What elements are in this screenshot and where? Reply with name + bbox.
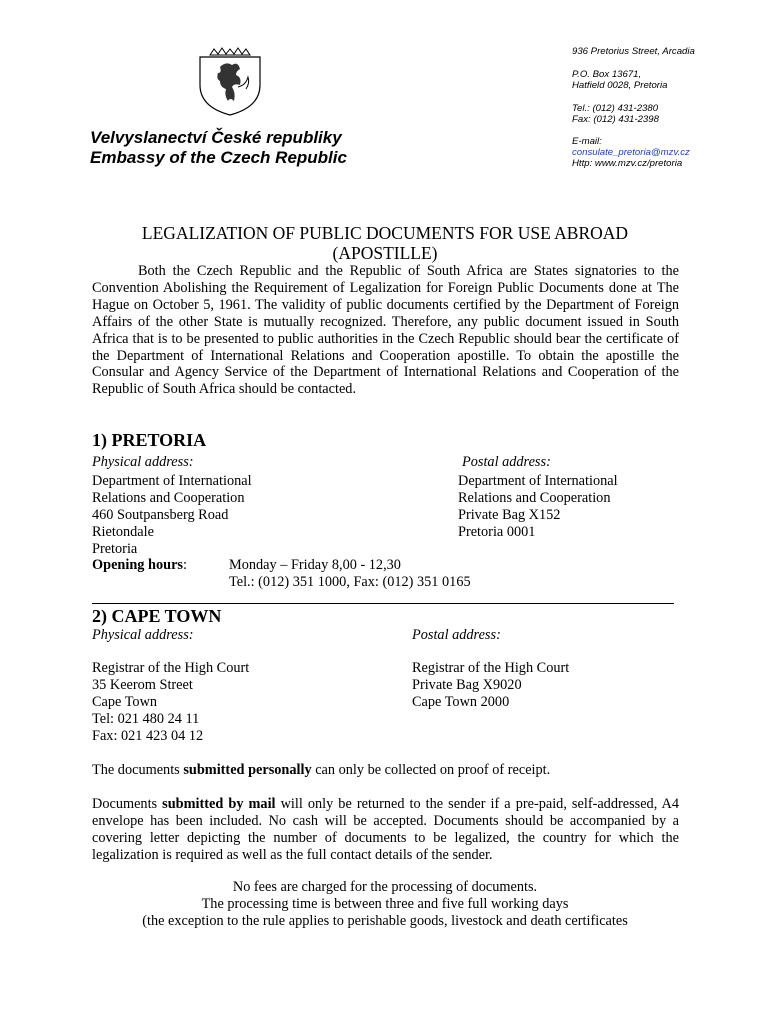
pretoria-postal-address bbox=[458, 473, 618, 541]
pretoria-physical-address bbox=[92, 473, 252, 558]
address-line: Private Bag X9020 bbox=[412, 676, 522, 693]
embassy-name-czech: Velvyslanectví České republiky bbox=[90, 128, 342, 147]
document-subtitle: (APOSTILLE) bbox=[332, 243, 438, 263]
address-line: Fax: 021 423 04 12 bbox=[92, 727, 204, 744]
address-line: Relations and Cooperation bbox=[92, 489, 245, 506]
address-line: Registrar of the High Court bbox=[412, 660, 570, 676]
opening-hours-value: Monday – Friday 8,00 - 12,30 bbox=[229, 557, 401, 573]
note-text: will only be returned to the sender if a pre-paid, self-addressed, A4 envelope has been included. No cash will be accepted. Documents should be accompanied by a covering letter depicting the number of documents to be legalized, the country for which the legalization is required as well as the full contact details of the sender. bbox=[92, 796, 680, 863]
pretoria-postal-label: Postal address: bbox=[462, 454, 551, 470]
contact-website: Http: www.mzv.cz/pretoria bbox=[572, 158, 683, 169]
section-divider bbox=[92, 603, 674, 604]
address-line: Pretoria 0001 bbox=[458, 523, 536, 540]
address-line: Relations and Cooperation bbox=[458, 489, 611, 506]
contact-email-link[interactable] bbox=[572, 147, 690, 158]
address-line: Private Bag X152 bbox=[458, 506, 561, 523]
address-line: Pretoria bbox=[92, 540, 138, 557]
opening-hours-label bbox=[92, 557, 187, 574]
address-line: Department of International bbox=[458, 473, 618, 489]
coat-of-arms-icon bbox=[190, 47, 270, 117]
address-line: 460 Soutpansberg Road bbox=[92, 506, 229, 523]
address-city: Hatfield 0028, Pretoria bbox=[572, 80, 668, 91]
address-line: Rietondale bbox=[92, 523, 154, 540]
pretoria-physical-label: Physical address: bbox=[92, 454, 194, 470]
opening-hours-text: Opening hours bbox=[92, 557, 183, 573]
cape-town-postal-address bbox=[412, 660, 569, 711]
mail-submission-note bbox=[92, 796, 679, 864]
contact-email-label: E-mail: bbox=[572, 136, 602, 147]
intro-paragraph: Both the Czech Republic and the Republic of South Africa are States signatories to the Convention Abolishing the Requirement of Legalization for Foreign Public Documents done at The Hague on October 5, 1961. The validity of public documents certified by the Department of Foreign Affairs of the other State is mutually recognized. Therefore, any public document issued in South Africa that is to be presented to public authorities in the Czech Republic should bear the certificate of the Department of International Relations and Cooperation apostille. To obtain the apostille the Consular and Agency Service of the Department of International Relations and Cooperation of the Republic of South Africa should be contacted. bbox=[92, 263, 679, 398]
address-line: Registrar of the High Court bbox=[92, 660, 250, 676]
exception-note: (the exception to the rule applies to perishable goods, livestock and death certificates bbox=[142, 913, 628, 929]
cape-town-postal-label: Postal address: bbox=[412, 627, 501, 643]
section-heading-pretoria: 1) PRETORIA bbox=[92, 430, 207, 450]
personal-submission-note bbox=[92, 762, 679, 779]
opening-hours-colon: : bbox=[182, 557, 187, 573]
address-line: 35 Keerom Street bbox=[92, 676, 193, 693]
address-pobox: P.O. Box 13671, bbox=[572, 69, 642, 80]
note-text: The documents bbox=[92, 762, 184, 778]
fees-note: No fees are charged for the processing of documents. bbox=[232, 879, 538, 895]
document-title: LEGALIZATION OF PUBLIC DOCUMENTS FOR USE ABROAD bbox=[141, 223, 629, 243]
address-street: 936 Pretorius Street, Arcadia bbox=[572, 46, 695, 57]
section-heading-cape-town: 2) CAPE TOWN bbox=[92, 606, 222, 626]
contact-tel: Tel.: (012) 431-2380 bbox=[572, 103, 659, 114]
note-text: can only be collected on proof of receipt. bbox=[311, 762, 551, 778]
contact-fax: Fax: (012) 431-2398 bbox=[572, 114, 659, 125]
note-emphasis: submitted personally bbox=[183, 762, 312, 778]
address-line: Cape Town 2000 bbox=[412, 693, 510, 710]
processing-time-note: The processing time is between three and five full working days bbox=[201, 896, 569, 912]
cape-town-physical-label: Physical address: bbox=[92, 627, 194, 643]
address-line: Tel: 021 480 24 11 bbox=[92, 710, 200, 727]
note-emphasis: submitted by mail bbox=[162, 796, 276, 812]
pretoria-tel-fax: Tel.: (012) 351 1000, Fax: (012) 351 0165 bbox=[229, 574, 471, 590]
address-line: Department of International bbox=[92, 473, 252, 489]
email-address[interactable]: consulate_pretoria@mzv.cz bbox=[572, 147, 690, 158]
cape-town-physical-address bbox=[92, 660, 249, 745]
note-text: Documents bbox=[92, 796, 163, 812]
address-line: Cape Town bbox=[92, 693, 158, 710]
embassy-name-english: Embassy of the Czech Republic bbox=[90, 148, 347, 167]
